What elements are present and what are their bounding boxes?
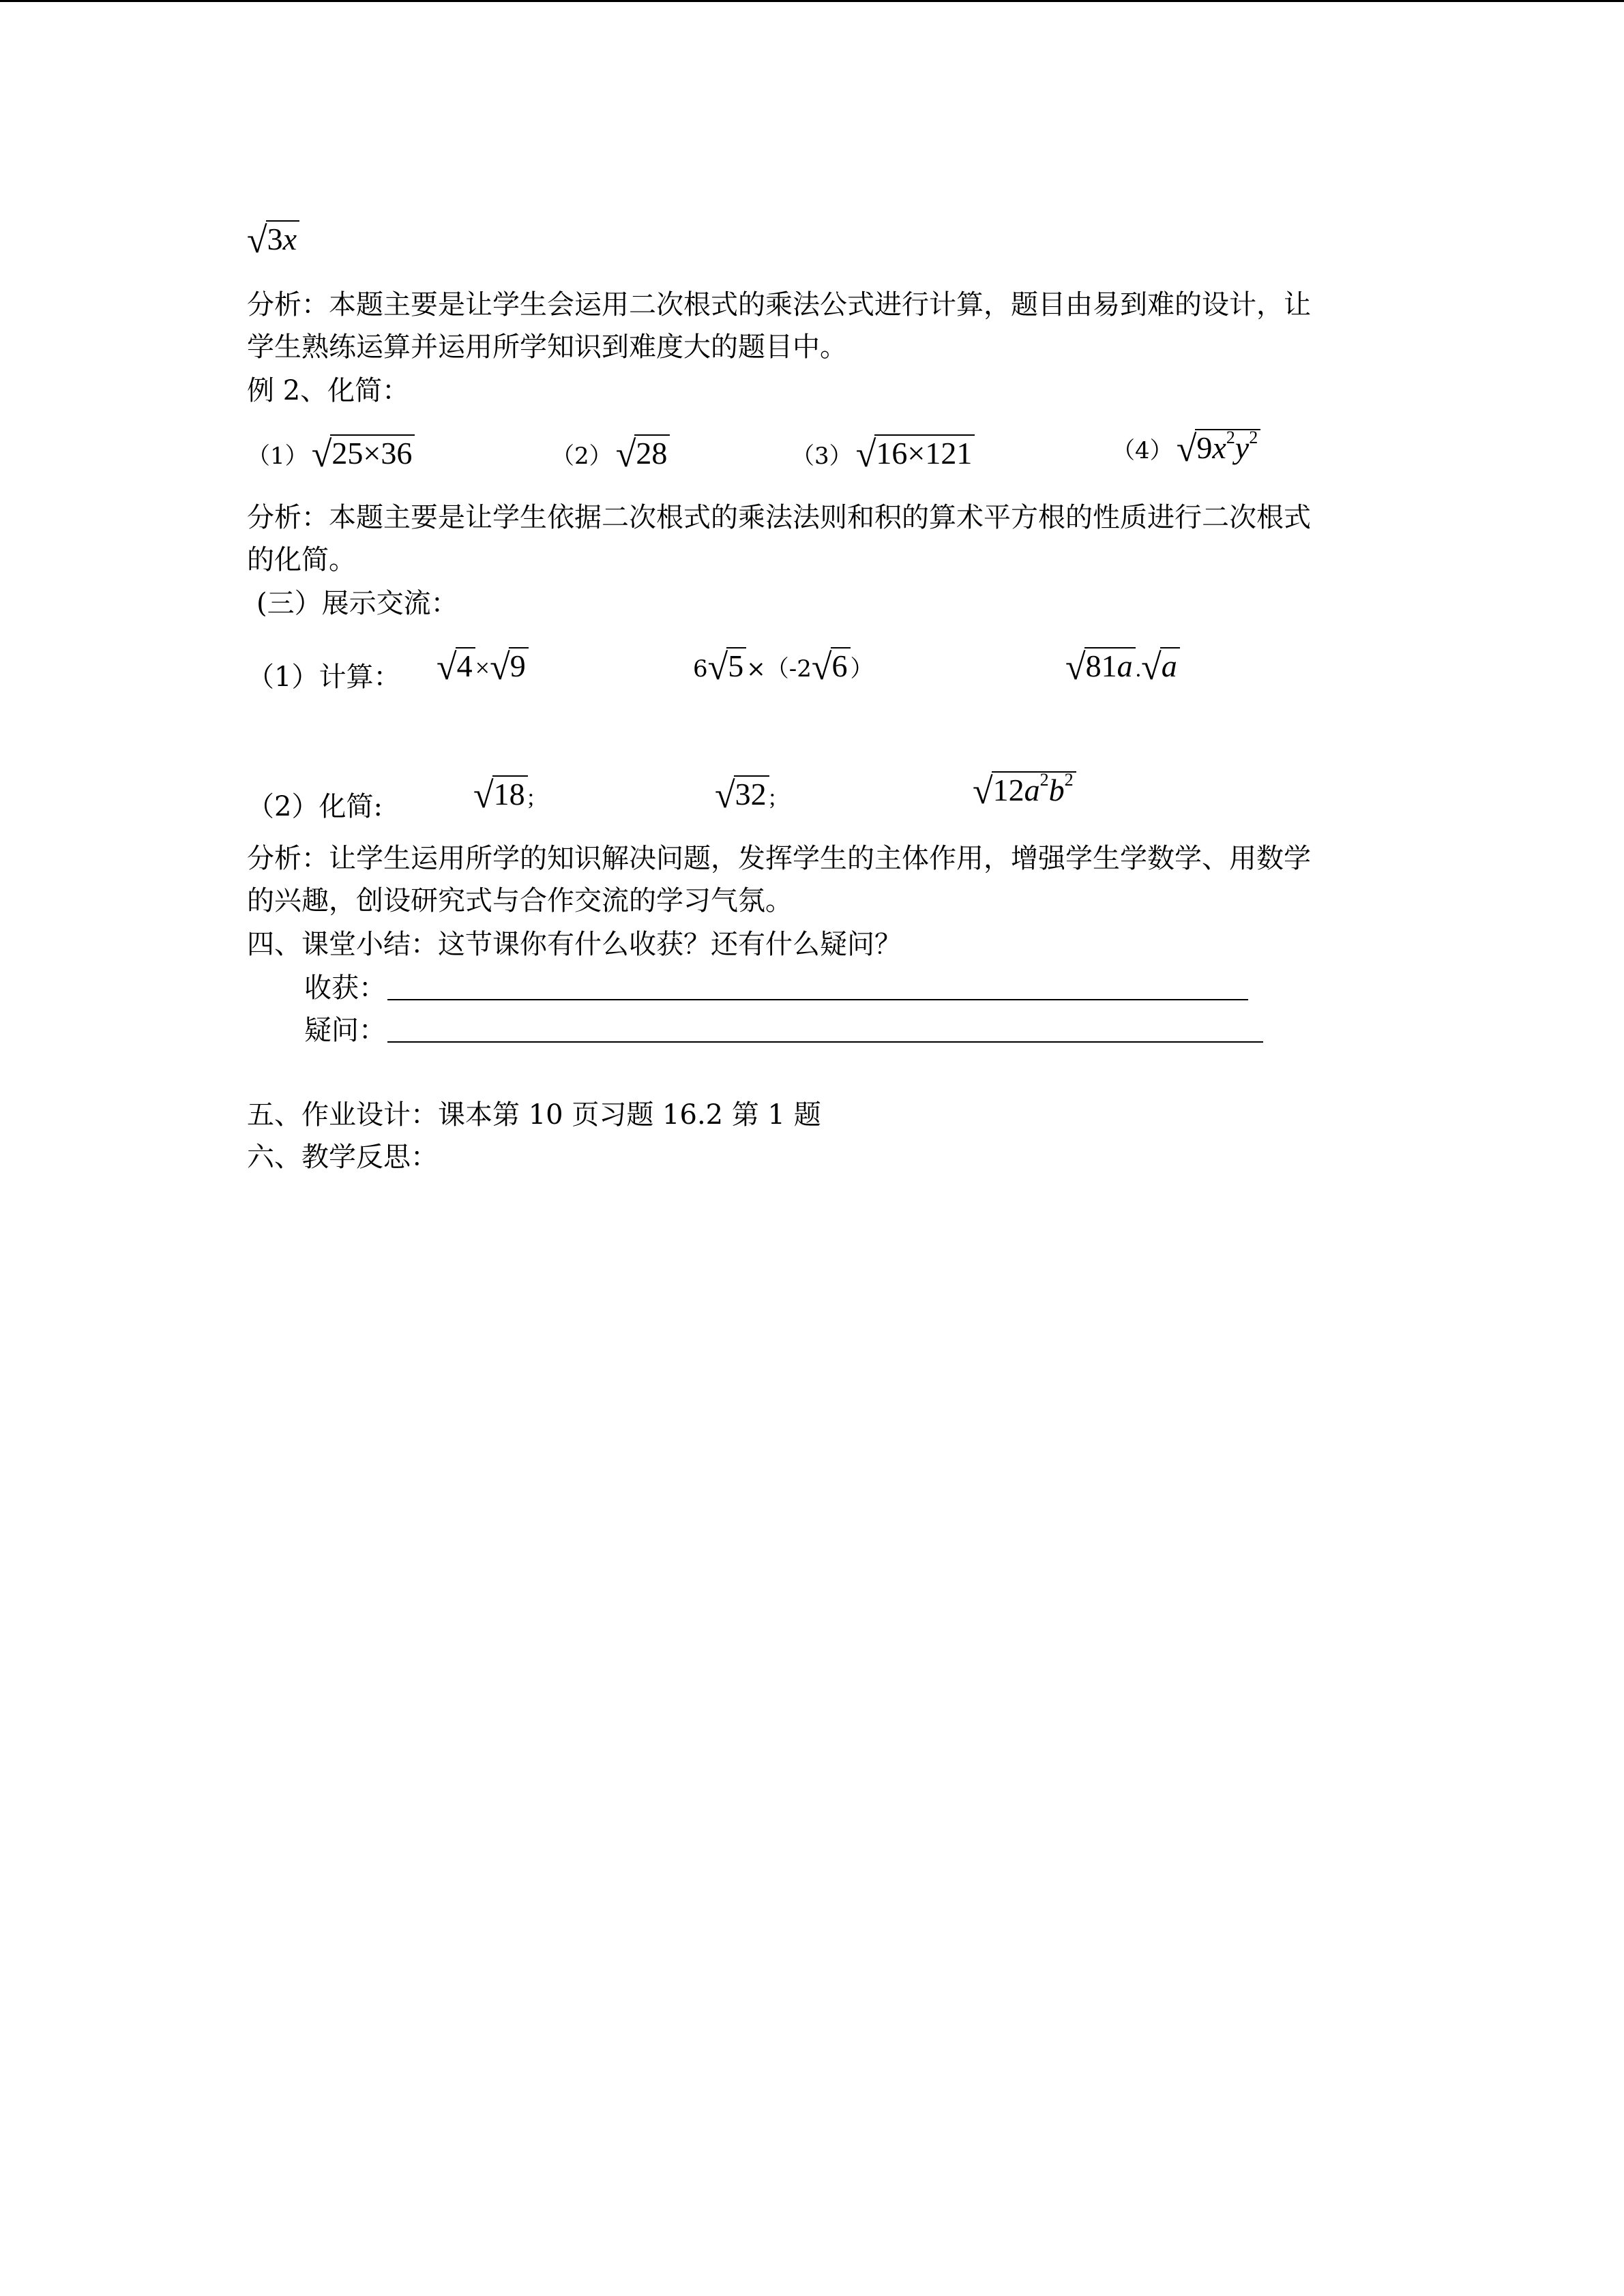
summary-heading: 四、课堂小结：这节课你有什么收获？还有什么疑问？ xyxy=(247,929,902,960)
analysis-3-line-2: 的兴趣，创设研究式与合作交流的学习气氛。 xyxy=(247,885,793,916)
analysis-1-line-2: 学生熟练运算并运用所学知识到难度大的题目中。 xyxy=(247,331,847,363)
example-2-item-4: （4） √ $9x^2y^2$ xyxy=(1112,428,1260,464)
homework-line: 五、作业设计：课本第 10 页习题 16.2 第 1 题 xyxy=(247,1099,821,1131)
top-sqrt-expression: √ 3x xyxy=(247,219,299,256)
compute-label: （1）计算： xyxy=(247,661,401,693)
simplify-label: （2）化简: xyxy=(247,791,383,822)
example-2-heading: 例 2、化简： xyxy=(247,375,410,406)
compute-expression-1: √ 4 × √ 9 xyxy=(437,646,529,683)
example-2-item-2: （2） √ 28 xyxy=(551,433,670,470)
example-2-item-1: （1） √ 25×36 xyxy=(247,433,415,470)
question-label: 疑问： xyxy=(304,1015,386,1046)
analysis-2-line-1: 分析：本题主要是让学生依据二次根式的乘法法则和积的算术平方根的性质进行二次根式 xyxy=(247,502,1311,533)
compute-expression-2: 6 √ 5 ×（-2 √ 6 ） xyxy=(693,646,874,687)
reflection-heading: 六、教学反思： xyxy=(247,1142,438,1173)
question-answer-line[interactable] xyxy=(387,1041,1263,1043)
simplify-expression-2: √ 32 ; xyxy=(715,775,776,816)
compute-expression-3: √ 81a . √ a xyxy=(1065,646,1180,683)
analysis-3-line-1: 分析：让学生运用所学的知识解决问题，发挥学生的主体作用，增强学生学数学、用数学 xyxy=(247,843,1311,874)
analysis-2-line-2: 的化简。 xyxy=(247,544,356,576)
section-3-heading: (三）展示交流： xyxy=(256,588,458,619)
simplify-expression-1: √ 18 ; xyxy=(473,775,535,816)
gain-label: 收获： xyxy=(304,972,386,1004)
simplify-expression-3: √ $12a^2b^2$ xyxy=(973,770,1076,807)
analysis-1-line-1: 分析：本题主要是让学生会运用二次根式的乘法公式进行计算，题目由易到难的设计，让 xyxy=(247,289,1311,320)
example-2-item-3: （3） √ 16×121 xyxy=(791,433,975,470)
gain-answer-line[interactable] xyxy=(387,999,1248,1000)
